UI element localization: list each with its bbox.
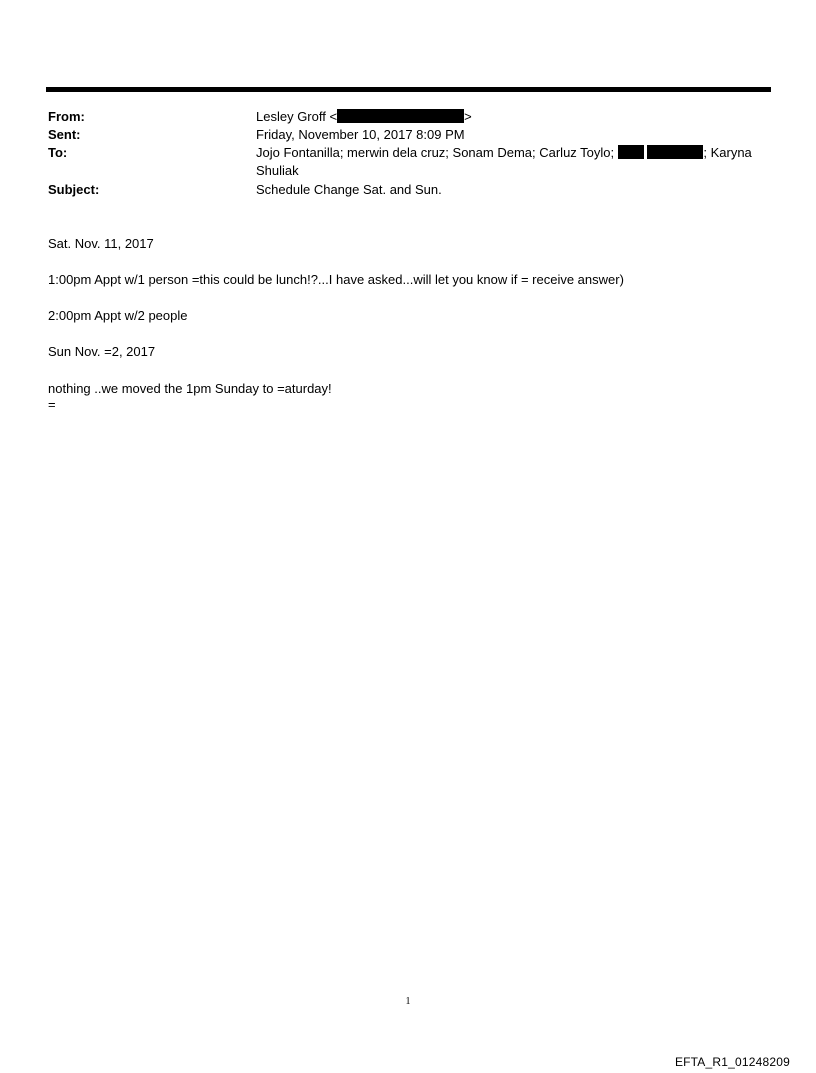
sent-label: Sent: xyxy=(48,127,81,142)
sent-value: Friday, November 10, 2017 8:09 PM xyxy=(256,127,465,142)
from-name: Lesley Groff < xyxy=(256,109,338,124)
document-id: EFTA_R1_01248209 xyxy=(674,1055,790,1069)
to-label: To: xyxy=(48,145,68,160)
body-line-date-sun: Sun Nov. =2, 2017 xyxy=(48,344,156,359)
redaction-bar xyxy=(337,109,464,123)
body-line-appt-2pm: 2:00pm Appt w/2 people xyxy=(48,308,188,323)
from-label: From: xyxy=(48,109,85,124)
to-recipients-part1: Jojo Fontanilla; merwin dela cruz; Sonam Dema; Carluz Toylo; xyxy=(256,145,618,160)
redaction-bar xyxy=(618,145,644,159)
subject-value: Schedule Change Sat. and Sun. xyxy=(256,182,442,197)
body-line-date-sat: Sat. Nov. 11, 2017 xyxy=(48,236,154,251)
header-divider xyxy=(46,87,771,92)
from-value xyxy=(256,108,768,126)
body-line-sunday-note: nothing ..we moved the 1pm Sunday to =aturday! xyxy=(48,381,332,396)
body-line-appt-1pm: 1:00pm Appt w/1 person =this could be lunch!?...I have asked...will let you know if = receive answer) xyxy=(48,272,624,287)
body-line-trailing: = xyxy=(48,397,56,412)
from-close: > xyxy=(464,109,472,124)
redaction-bar xyxy=(647,145,703,159)
subject-label: Subject: xyxy=(48,182,100,197)
to-recipients-part2: ; Karyna Shuliak xyxy=(256,145,752,178)
page-number: 1 xyxy=(405,996,411,1007)
to-value xyxy=(256,144,768,180)
